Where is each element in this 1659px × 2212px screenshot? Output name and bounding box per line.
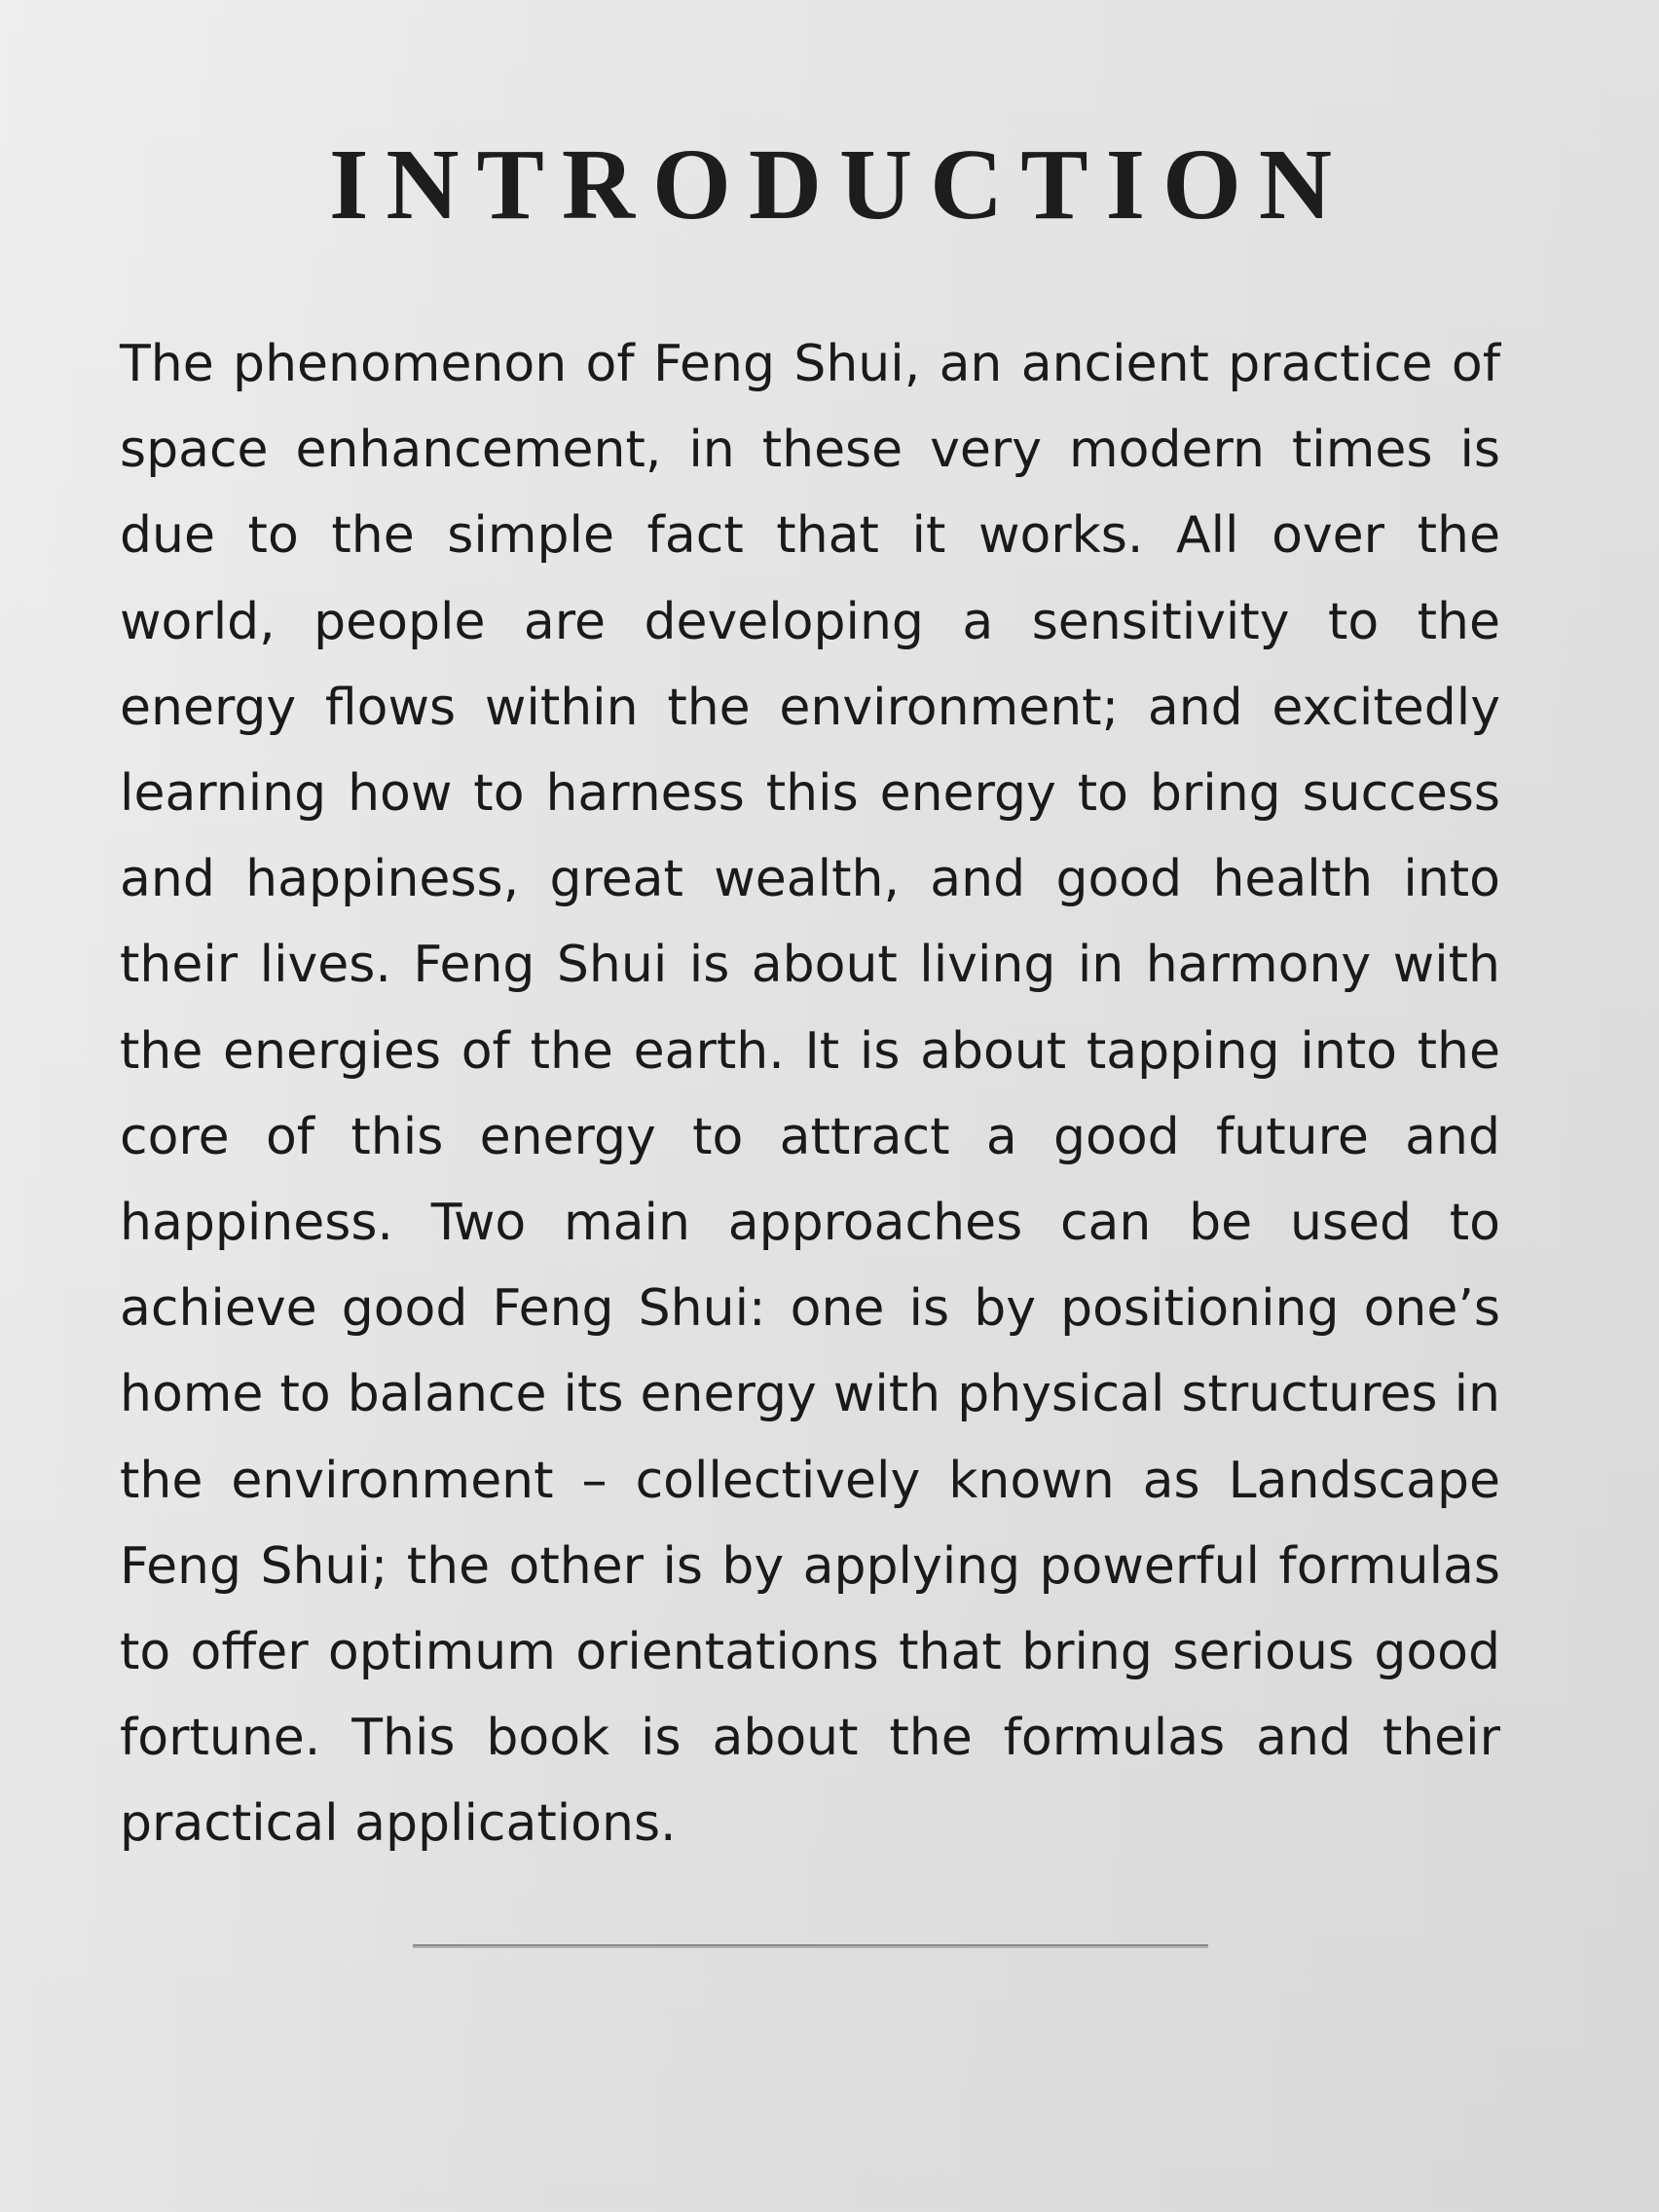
introduction-paragraph: The phenomenon of Feng Shui, an ancient practice of space enhancement, in these very modern times is due to the simple fact that it works. All over the world, people are developing a sensitivity to the energy flows within the environment; and excitedly learning how to harness this energy to bring success and happiness, great wealth, and good health into their lives. Feng Shui is about living in harmony with the energies of the earth. It is about tapping into the core of this energy to attract a good future and happiness. Two main approaches can be used to achieve good Feng Shui: one is by positioning one’s home to balance its energy with physical structures in the environment – collectively known as Landscape Feng Shui; the other is by applying powerful formulas to offer optimum orientations that bring serious good fortune. This book is about the formulas and their practical applications. — [120, 335, 1500, 1854]
section-divider — [413, 1944, 1208, 1948]
page-title: INTRODUCTION — [328, 129, 1350, 240]
